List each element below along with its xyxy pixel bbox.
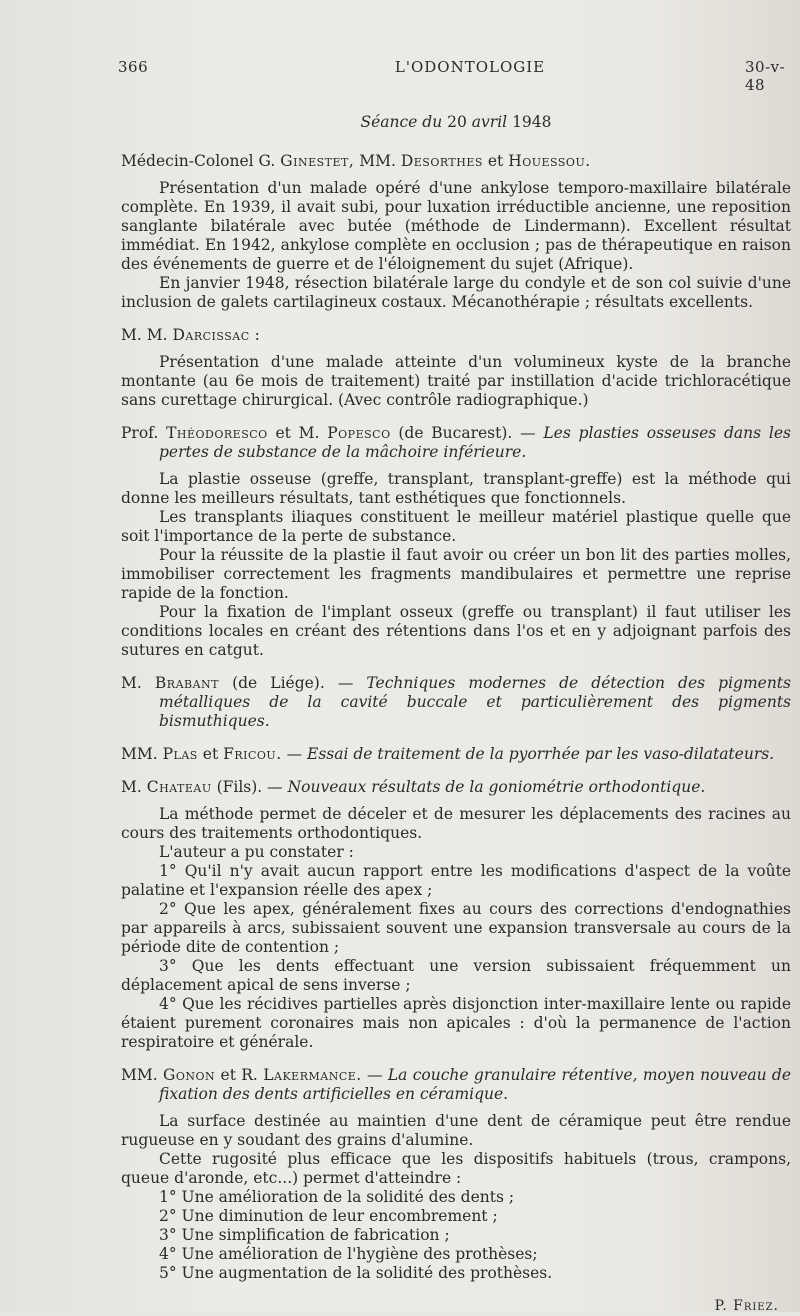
entry-heading: Prof. Théodoresco et M. Popesco (de Bucarest). — Les plasties osseuses dans les pertes de substance de la mâchoire inférieure. — [121, 424, 791, 461]
list-item: 5° Une augmentation de la solidité des prothèses. — [159, 1264, 553, 1282]
paragraph: La méthode permet de déceler et de mesurer les déplacements des racines au cours des traitements orthodontiques. — [121, 805, 791, 842]
paragraph: Présentation d'une malade atteinte d'un volumineux kyste de la branche montante (au 6e mois de traitement) traité par instillation d'acide trichloracétique sans curettage chirurgical. (Avec contrôle radiographique.) — [121, 353, 791, 409]
entry-title: Les plasties osseuses dans les pertes de substance de la mâchoire inférieure. — [159, 424, 791, 461]
article-body — [121, 113, 791, 1316]
list-item: 4° Une amélioration de l'hygiène des prothèses; — [159, 1245, 538, 1263]
entry-authors: Médecin-Colonel G. Ginestet, MM. Desorthes et Houessou. — [121, 152, 591, 170]
paragraph: Les transplants iliaques constituent le meilleur matériel plastique quelle que soit l'importance de la perte de substance. — [121, 508, 791, 545]
paragraph: Pour la fixation de l'implant osseux (greffe ou transplant) il faut utiliser les conditions locales en créant des rétentions dans l'os et en y adjoignant parfois des sutures en catgut. — [121, 603, 791, 659]
session-title: Séance du 20 avril 1948 — [360, 113, 552, 131]
entry-heading: MM. Plas et Fricou. — Essai de traitement de la pyorrhée par les vaso-dilatateurs. — [121, 745, 775, 763]
entry-authors: M. M. Darcissac : — [121, 326, 260, 344]
paragraph: 1° Qu'il n'y avait aucun rapport entre les modifications d'aspect de la voûte palatine et l'expansion réelle des apex ; — [121, 862, 791, 899]
paragraph: En janvier 1948, résection bilatérale large du condyle et de son col suivie d'une inclusion de galets cartilagineux costaux. Mécanothérapie ; résultats excellents. — [121, 274, 791, 311]
entry-heading: M. Chateau (Fils). — Nouveaux résultats de la goniométrie orthodontique. — [121, 778, 706, 796]
list-item: 1° Une amélioration de la solidité des dents ; — [159, 1188, 515, 1206]
entry-heading: M. Brabant (de Liége). — Techniques modernes de détection des pigments métalliques de la cavité buccale et particulièrement des pigments bismuthiques. — [121, 674, 791, 730]
paragraph: 3° Que les dents effectuant une version subissaient fréquemment un déplacement apical de sens inverse ; — [121, 957, 791, 994]
paragraph: Cette rugosité plus efficace que les dispositifs habituels (trous, crampons, queue d'aronde, etc...) permet d'atteindre : — [121, 1150, 791, 1187]
running-header — [0, 58, 800, 94]
entry-title: La couche granulaire rétentive, moyen nouveau de fixation des dents artificielles en céramique. — [159, 1066, 792, 1103]
paragraph: La surface destinée au maintien d'une dent de céramique peut être rendue rugueuse en y soudant des grains d'alumine. — [121, 1112, 791, 1149]
paragraph: L'auteur a pu constater : — [159, 843, 354, 861]
paragraph: Présentation d'un malade opéré d'une ankylose temporo-maxillaire bilatérale complète. En 1939, il avait subi, pour luxation irréductible ancienne, une reposition sanglante bilatérale avec butée (méthode de Lindermann). Excellent résultat immédiat. En 1942, ankylose complète en occlusion ; pas de thérapeutique en raison des événements de guerre et de l'éloignement du sujet (Afrique). — [121, 179, 791, 273]
entry-title: Essai de traitement de la pyorrhée par les vaso-dilatateurs. — [307, 745, 775, 763]
signature: P. Friez. — [714, 1298, 779, 1314]
issue-date: 30-v-48 — [745, 58, 786, 94]
paragraph: Pour la réussite de la plastie il faut avoir ou créer un bon lit des parties molles, immobiliser correctement les fragments mandibulaires et permettre une reprise rapide de la fonction. — [121, 546, 791, 602]
paragraph: 4° Que les récidives partielles après disjonction inter-maxillaire lente ou rapide étaient purement coronaires mais non apicales : d'où la permanence de l'action respiratoire et générale. — [121, 995, 791, 1051]
benefits-list — [121, 1188, 791, 1283]
list-item: 3° Une simplification de fabrication ; — [159, 1226, 450, 1244]
list-item: 2° Une diminution de leur encombrement ; — [159, 1207, 498, 1225]
paragraph: 2° Que les apex, généralement fixes au cours des corrections d'endognathies par appareils à arcs, subissaient souvent une expansion transversale au cours de la période dite de contention ; — [121, 900, 791, 956]
paragraph: La plastie osseuse (greffe, transplant, transplant-greffe) est la méthode qui donne les meilleurs résultats, tant esthétiques que fonctionnels. — [121, 470, 791, 507]
entry-title: Techniques modernes de détection des pigments métalliques de la cavité buccale et particulièrement des pigments bismuthiques. — [159, 674, 791, 730]
journal-title: L'ODONTOLOGIE — [394, 58, 546, 76]
entry-heading: MM. Gonon et R. Lakermance. — La couche granulaire rétentive, moyen nouveau de fixation des dents artificielles en céramique. — [121, 1066, 792, 1103]
entry-title: Nouveaux résultats de la goniométrie orthodontique. — [287, 778, 706, 796]
page-number: 366 — [118, 58, 149, 76]
